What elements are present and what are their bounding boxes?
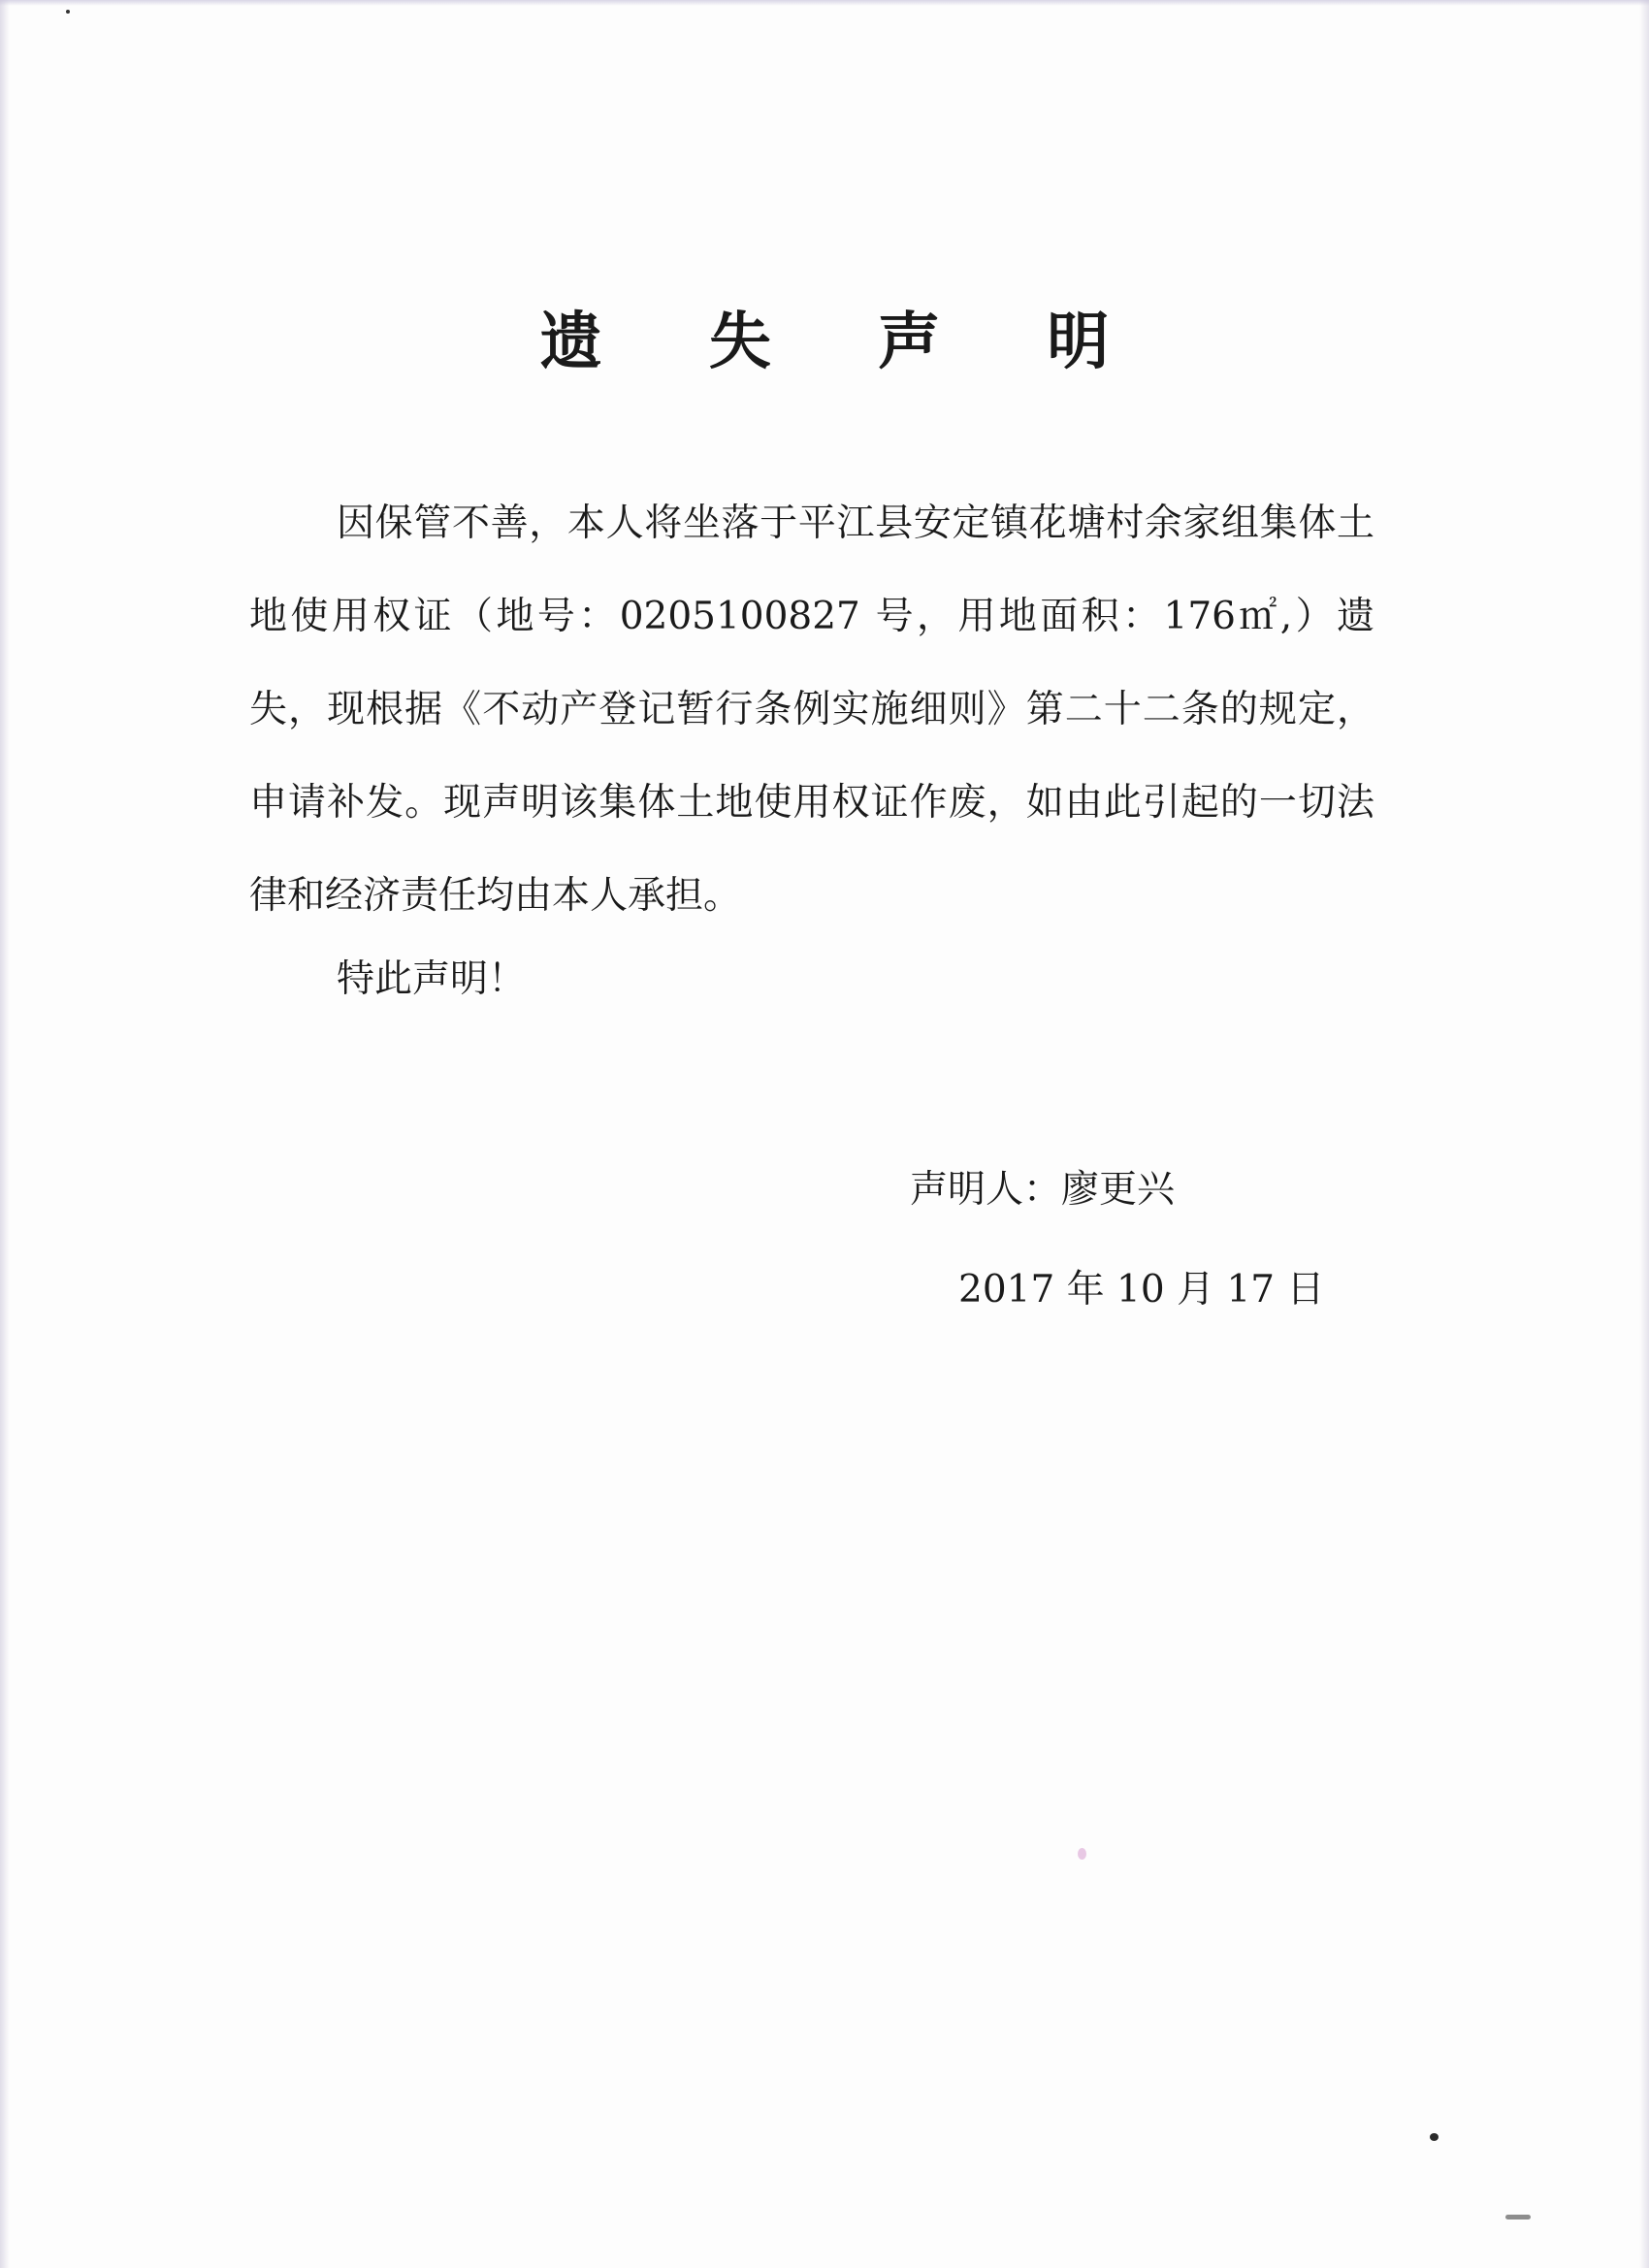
scan-speck [1078,1848,1086,1860]
declaration-body: 因保管不善，本人将坐落于平江县安定镇花塘村余家组集体土地使用权证（地号：0205100827 号，用地面积：176㎡,）遗失，现根据《不动产登记暂行条例实施细则》第二十二条的规定，申请补发。现声明该集体土地使用权证作废，如由此引起的一切法律和经济责任均由本人承担。 [249,502,1374,918]
signer-line: 声明人：廖更兴 [910,1168,1176,1212]
closing-statement: 特此声明！ [337,957,527,1001]
scan-speck [66,10,70,14]
declaration-date: 2017 年 10 月 17 日 [958,1268,1325,1312]
scan-speck [1505,2215,1531,2219]
scan-speck [1430,2133,1439,2141]
scan-edge-top [0,0,1649,6]
document-title: 遗 失 声 明 [539,306,1152,378]
